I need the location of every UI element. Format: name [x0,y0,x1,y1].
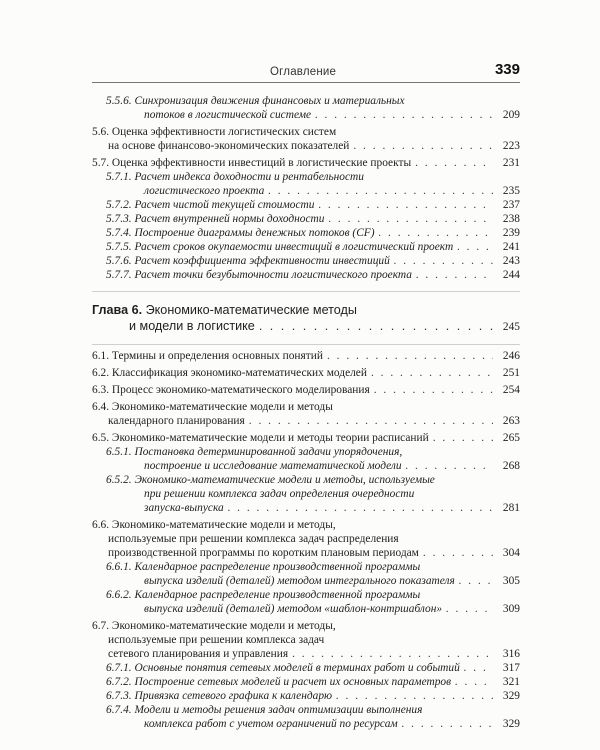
toc-entry-text [144,717,398,731]
toc-entry-line: используемые при решении комплекса задач [108,634,325,646]
toc-entry-text [144,184,264,198]
toc-page-number: 321 [502,676,520,688]
toc-page-number: 316 [502,648,520,660]
toc-entry-text [129,318,255,334]
toc-entry-line: 6.6.2. Календарное распределение производственной программы [106,589,421,601]
toc-entry-line: запуска-выпуска [144,502,224,514]
toc-entry-line: календарного планирования [108,415,245,427]
leader-dots [423,546,493,560]
toc-entry-5-7[interactable] [92,156,520,170]
toc-entry-line: 5.7. Оценка эффективности инвестиций в логистические проекты [92,157,412,169]
toc-entry-text [144,488,414,500]
toc-entry-line: 6.6. Экономико-математические модели и методы, [92,519,336,531]
toc-entry-5-7-4[interactable] [92,226,520,240]
toc-entry-line: сетевого планирования и управления [108,648,289,660]
toc-entry-text [92,126,336,138]
table-of-contents [92,94,520,731]
toc-entry-text [92,349,323,363]
toc-entry-6-4[interactable] [92,400,520,428]
leader-dots [328,212,493,226]
toc-page-number: 305 [502,575,520,587]
toc-entry-6-2[interactable] [92,366,520,380]
leader-dots [459,574,493,588]
toc-entry-line: построение и исследование математической модели [144,460,402,472]
toc-entry-5-5-6[interactable] [92,94,520,122]
toc-entry-5-7-3[interactable] [92,212,520,226]
toc-entry-line: Экономико-математические методы [145,303,357,317]
leader-dots [394,254,493,268]
toc-entry-line: 6.5.1. Постановка детерминированной задачи упорядочения, [106,446,403,458]
toc-page-number: 254 [502,384,520,396]
toc-page-number: 265 [502,432,520,444]
leader-dots [433,431,493,445]
toc-entry-6-7-3[interactable] [92,689,520,703]
toc-entry-6-6-1[interactable] [92,560,520,588]
toc-entry-5-7-6[interactable] [92,254,520,268]
toc-page-number: 209 [502,109,520,121]
toc-entry-text [92,366,367,380]
leader-dots [457,240,493,254]
leader-dots [416,268,493,282]
toc-entry-line: 6.7.4. Модели и методы решения задач оптимизации выполнения [106,704,423,716]
leader-dots [318,198,493,212]
toc-page-number: 244 [502,269,520,281]
toc-entry-line: 6.7.2. Построение сетевых моделей и расчет их основных параметров [106,676,452,688]
toc-entry-6-7-1[interactable] [92,661,520,675]
toc-page-number: 329 [502,718,520,730]
toc-entry-line: 6.5. Экономико-математические модели и методы теории расписаний [92,432,429,444]
toc-entry-text [108,533,399,545]
page-number: 339 [494,61,520,78]
toc-entry-5-7-1[interactable] [92,170,520,198]
toc-entry-6-7[interactable] [92,619,520,661]
toc-entry-text [106,240,453,254]
toc-entry-text [106,212,324,226]
toc-entry-line: производственной программы по коротким плановым периодам [108,547,419,559]
toc-entry-text [106,675,451,689]
toc-entry-text [144,574,455,588]
toc-entry-text [106,268,412,282]
toc-entry-5-7-7[interactable] [92,268,520,282]
toc-entry-text [106,446,402,458]
toc-entry-text [108,647,288,661]
toc-entry-line: 6.7.3. Привязка сетевого графика к календарю [106,690,333,702]
toc-page-number: 317 [502,662,520,674]
leader-dots [292,647,493,661]
leader-dots [464,661,493,675]
toc-entry-6-3[interactable] [92,383,520,397]
leader-dots [415,156,493,170]
toc-entry-text [92,431,429,445]
toc-entry-text [108,414,245,428]
toc-entry-text [106,689,332,703]
toc-entry-text [92,156,411,170]
toc-entry-line: 6.3. Процесс экономико-математического моделирования [92,384,370,396]
toc-entry-line: комплекса работ с учетом ограничений по ресурсам [144,718,398,730]
toc-entry-line: 5.7.5. Расчет сроков окупаемости инвестиций в логистический проект [106,241,454,253]
toc-entry-line: 5.7.3. Расчет внутренней нормы доходности [106,213,325,225]
toc-entry-6-5-2[interactable] [92,473,520,515]
leader-dots [259,318,493,334]
toc-page-number: 235 [502,185,520,197]
chapter-label: Глава 6. [92,303,143,317]
toc-entry-text [144,108,311,122]
toc-entry-6-6-2[interactable] [92,588,520,616]
toc-entry-6-1[interactable] [92,349,520,363]
toc-page-number: 238 [502,213,520,225]
toc-entry-line: 5.7.4. Построение диаграммы денежных потоков (CF) [106,227,375,239]
leader-dots [327,349,493,363]
toc-page-number: 329 [502,690,520,702]
leader-dots [315,108,493,122]
toc-page-number: 268 [502,460,520,472]
toc-page-number: 245 [502,321,520,333]
toc-entry-5-7-5[interactable] [92,240,520,254]
toc-page-number: 263 [502,415,520,427]
toc-entry-text [144,602,442,616]
toc-entry-text [106,661,460,675]
toc-entry-text [106,95,405,107]
toc-entry-line: при решении комплекса задач определения очередности [144,488,415,500]
toc-entry-text [92,519,336,531]
toc-entry-line: логистического проекта [144,185,265,197]
leader-dots [336,689,493,703]
toc-page-number: 231 [502,157,520,169]
chapter-separator [92,291,520,292]
toc-entry-6-7-4[interactable] [92,703,520,731]
leader-dots [371,366,493,380]
toc-entry-line: 5.7.7. Расчет точки безубыточности логистического проекта [106,269,412,281]
toc-page-number: 251 [502,367,520,379]
toc-entry-text [108,546,419,560]
toc-entry-line: 5.7.6. Расчет коэффициента эффективности инвестиций [106,255,390,267]
toc-entry-line: 6.7.1. Основные понятия сетевых моделей в терминах работ и событий [106,662,460,674]
toc-page-number: 243 [502,255,520,267]
toc-entry-line: выпуска изделий (деталей) методом интегрального показателя [144,575,455,587]
toc-page-number: 237 [502,199,520,211]
leader-dots [406,459,493,473]
leader-dots [379,226,493,240]
leader-dots [374,383,493,397]
toc-entry-6-5-1[interactable] [92,445,520,473]
toc-entry-text [144,459,402,473]
leader-dots [402,717,493,731]
toc-page-number: 223 [502,140,520,152]
toc-entry-text [106,226,375,240]
toc-entry-line: 6.2. Классификация экономико-математических моделей [92,367,367,379]
toc-entry-line: 5.7.1. Расчет индекса доходности и рентабельности [106,171,364,183]
leader-dots [268,184,493,198]
toc-entry-line: и модели в логистике [129,319,255,333]
toc-entry-line: используемые при решении комплекса задач распределения [108,533,399,545]
toc-entry-text [106,561,420,573]
leader-dots [249,414,493,428]
toc-entry-line: 6.1. Термины и определения основных понятий [92,350,323,362]
toc-entry-text [106,474,435,486]
toc-entry-6-7-2[interactable] [92,675,520,689]
toc-entry-text [144,501,224,515]
toc-entry-text [92,303,357,317]
toc-entry-text [106,589,420,601]
toc-entry-line: на основе финансово-экономических показателей [108,140,350,152]
toc-entry-line: потоков в логистической системе [144,109,312,121]
chapter-separator [92,344,520,345]
toc-entry-line: 6.4. Экономико-математические модели и методы [92,401,333,413]
toc-page-number: 309 [502,603,520,615]
toc-entry-text [106,704,422,716]
toc-page-number: 304 [502,547,520,559]
header-title: Оглавление [270,66,337,78]
toc-entry-ch6[interactable] [92,302,520,335]
toc-entry-text [92,383,370,397]
toc-entry-line: 6.5.2. Экономико-математические модели и методы, используемые [106,474,435,486]
toc-entry-6-6[interactable] [92,518,520,560]
toc-entry-line: 6.6.1. Календарное распределение производственной программы [106,561,421,573]
toc-page-number: 281 [502,502,520,514]
toc-entry-6-5[interactable] [92,431,520,445]
toc-entry-line: 6.7. Экономико-математические модели и методы, [92,620,336,632]
leader-dots [455,675,493,689]
toc-page-number: 246 [502,350,520,362]
toc-entry-5-6[interactable] [92,125,520,153]
toc-entry-text [108,139,349,153]
toc-entry-text [92,620,336,632]
toc-entry-line: 5.5.6. Синхронизация движения финансовых и материальных [106,95,405,107]
toc-page-number: 239 [502,227,520,239]
toc-entry-line: выпуска изделий (деталей) методом «шаблон-контршаблон» [144,603,443,615]
toc-entry-text [106,198,314,212]
toc-entry-text [92,401,333,413]
leader-dots [446,602,493,616]
toc-page-number: 241 [502,241,520,253]
running-header [92,62,520,83]
leader-dots [228,501,493,515]
toc-entry-line: 5.6. Оценка эффективности логистических систем [92,126,337,138]
toc-entry-5-7-2[interactable] [92,198,520,212]
toc-entry-text [106,171,364,183]
toc-entry-text [108,634,324,646]
leader-dots [353,139,493,153]
toc-entry-text [106,254,390,268]
toc-entry-line: 5.7.2. Расчет чистой текущей стоимости [106,199,315,211]
